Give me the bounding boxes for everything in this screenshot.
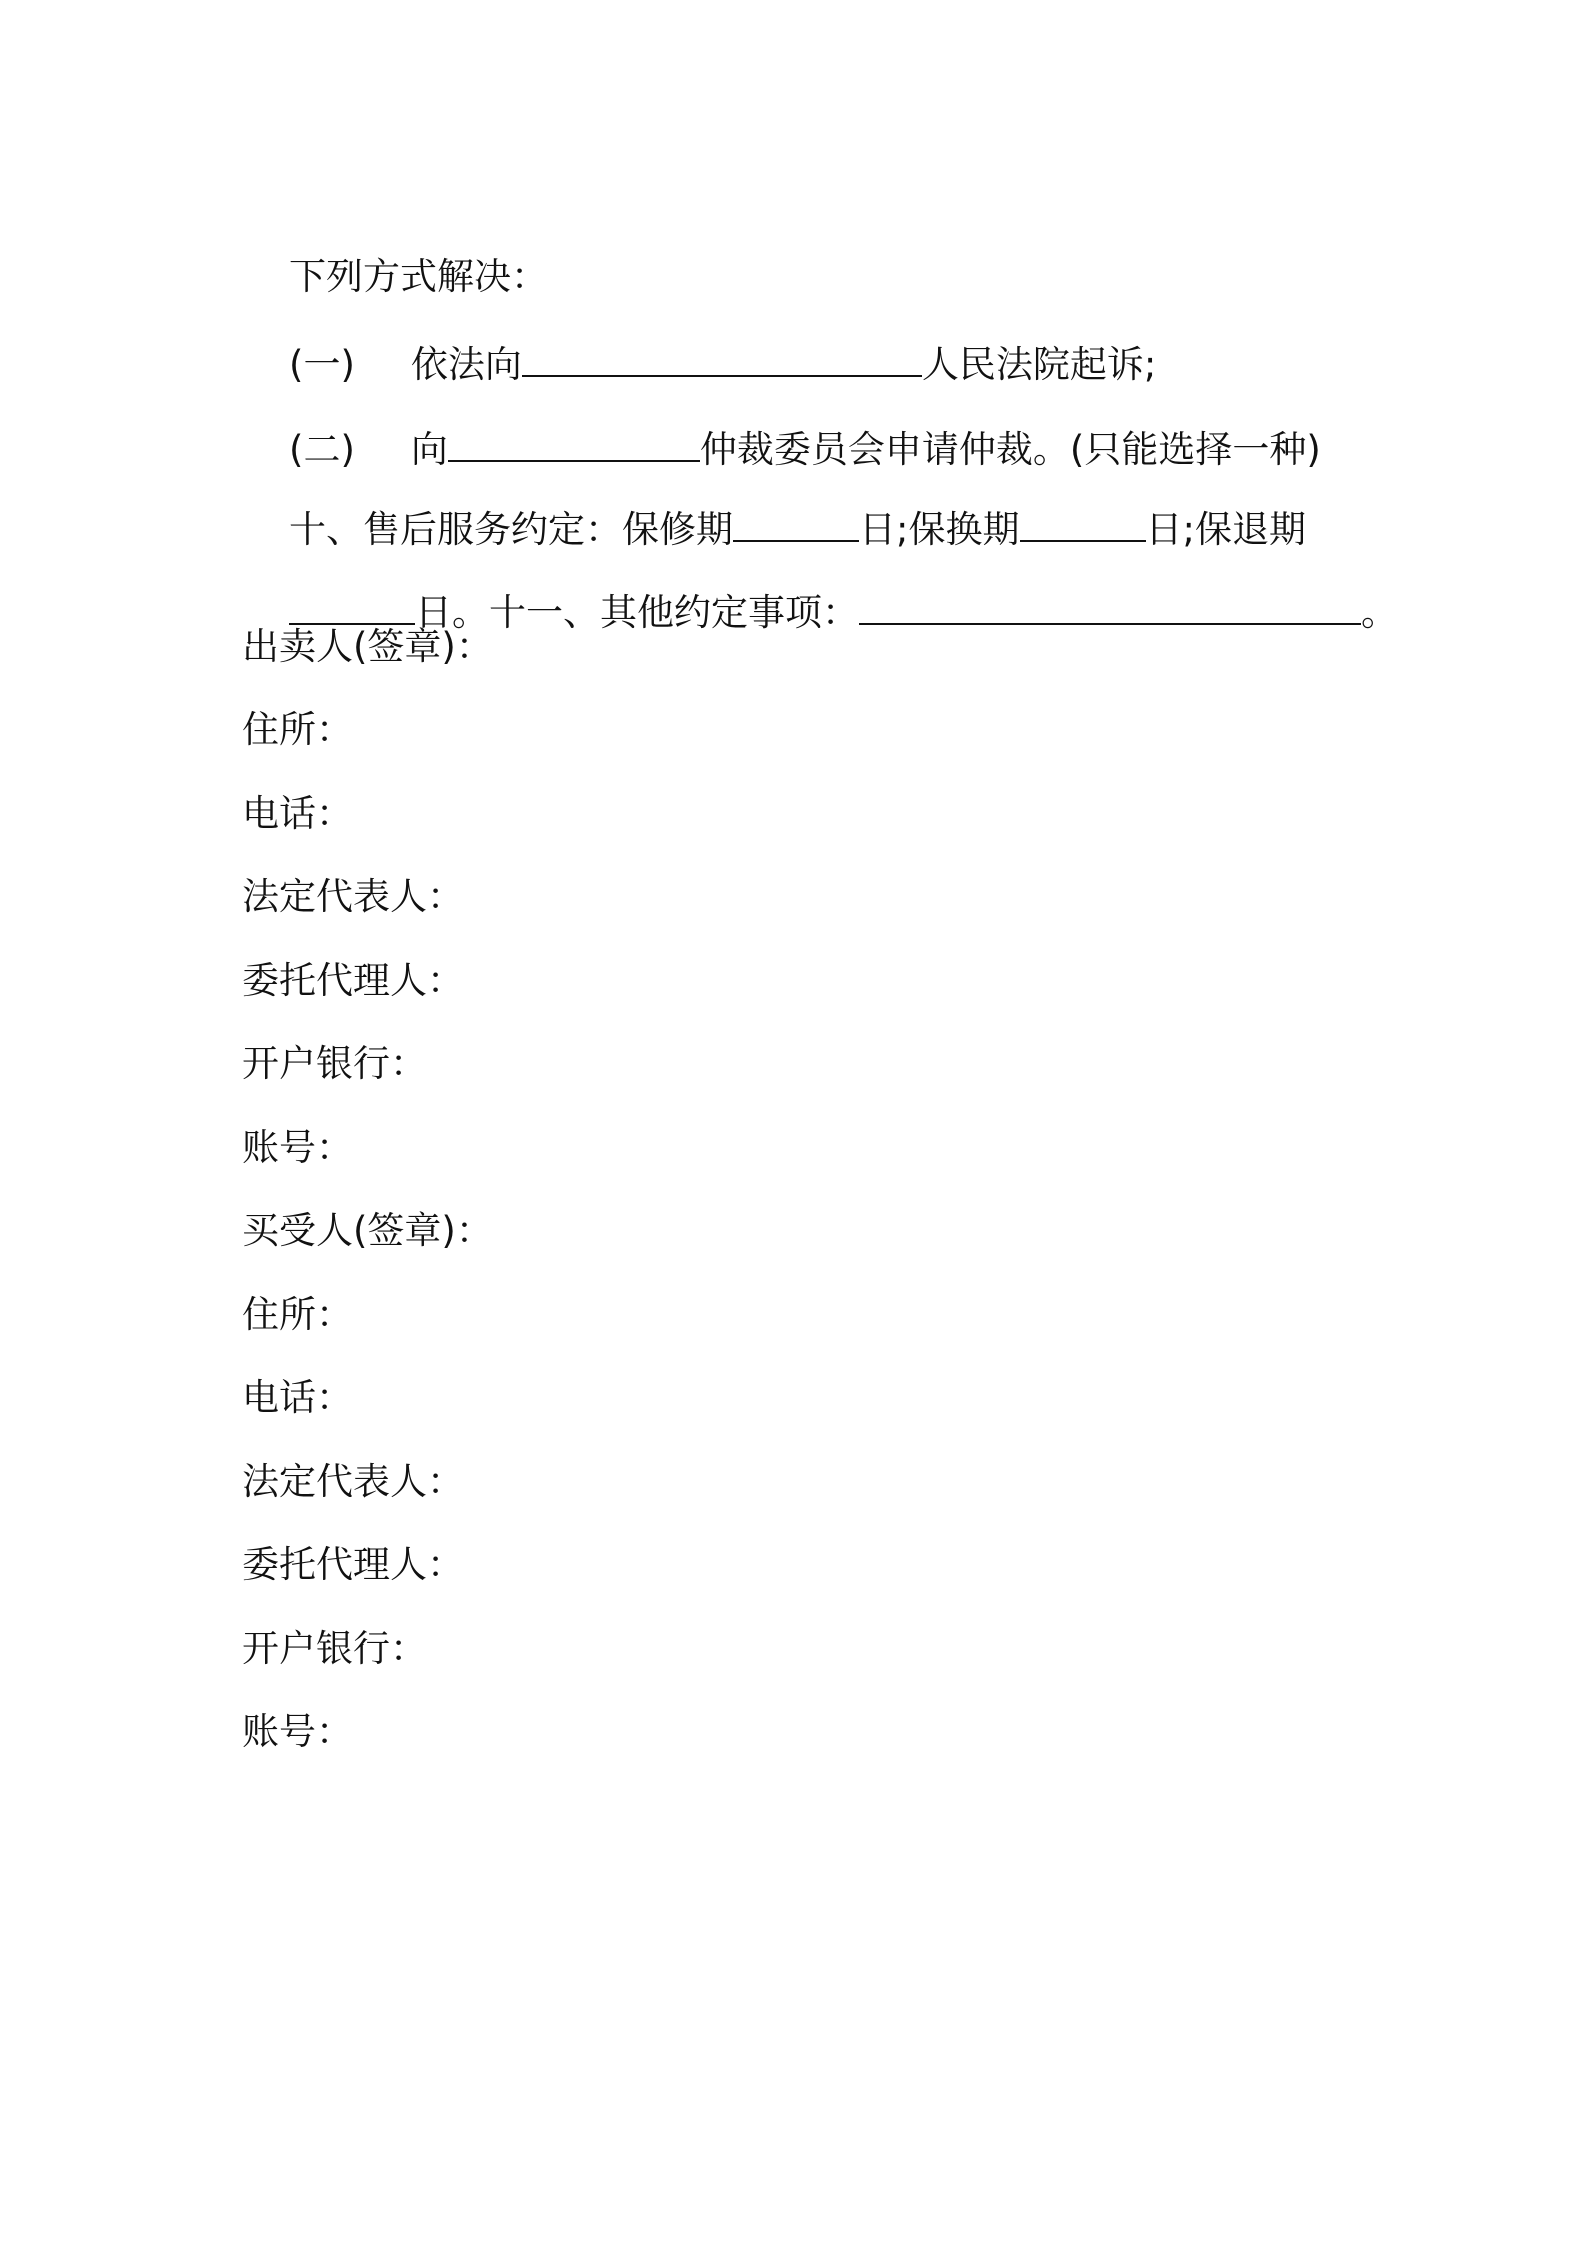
- clause-intro: 下列方式解决：: [289, 255, 549, 298]
- seller-legal-rep: 法定代表人：: [242, 875, 464, 918]
- option-number: (二): [289, 428, 355, 471]
- buyer-agent: 委托代理人：: [242, 1543, 464, 1586]
- warranty-days-blank: [733, 506, 859, 542]
- court-blank: [522, 341, 922, 377]
- option-suffix: 仲裁委员会申请仲裁。(只能选择一种): [699, 428, 1321, 471]
- seller-address: 住所：: [242, 708, 353, 751]
- after-sales-continued: 日。十一、其他约定事项： 。: [242, 538, 1398, 688]
- seller-agent: 委托代理人：: [242, 959, 464, 1002]
- seller-title: 出卖人(签章)：: [242, 625, 493, 668]
- buyer-account: 账号：: [242, 1710, 353, 1753]
- buyer-bank: 开户银行：: [242, 1627, 427, 1670]
- seller-account: 账号：: [242, 1126, 353, 1169]
- option-prefix: 依法向: [410, 343, 522, 386]
- after-sales-clause: 十、售后服务约定：保修期 日;保换期 日;保退期: [289, 508, 1306, 551]
- buyer-address: 住所：: [242, 1293, 353, 1336]
- option-number: (一): [289, 343, 355, 386]
- seller-phone: 电话：: [242, 792, 353, 835]
- buyer-legal-rep: 法定代表人：: [242, 1460, 464, 1503]
- return-days-blank: [289, 589, 415, 625]
- seller-bank: 开户银行：: [242, 1042, 427, 1085]
- buyer-title: 买受人(签章)：: [242, 1209, 493, 1252]
- buyer-phone: 电话：: [242, 1376, 353, 1419]
- other-terms-blank: [859, 589, 1361, 625]
- option-suffix: 人民法院起诉;: [921, 343, 1157, 386]
- option-prefix: 向: [410, 428, 448, 471]
- exchange-days-blank: [1020, 506, 1146, 542]
